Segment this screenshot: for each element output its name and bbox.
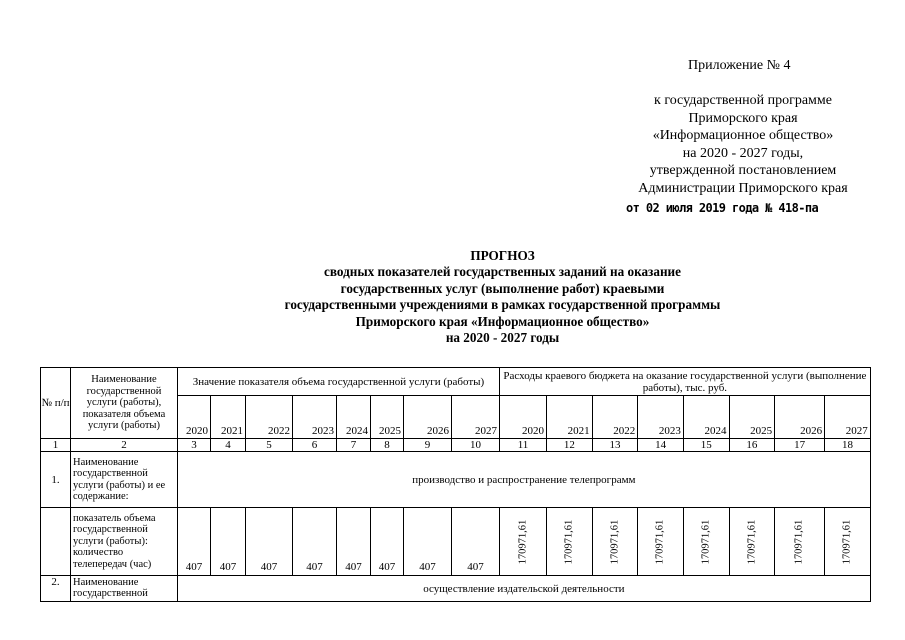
approval-block (600, 92, 886, 198)
expense-cell (683, 508, 729, 576)
column-number: 10 (452, 439, 500, 452)
year-volume: 2021 (211, 396, 246, 439)
header-num: № п/п (41, 368, 71, 439)
year-volume: 2027 (452, 396, 500, 439)
year-expense: 2023 (638, 396, 684, 439)
volume-value: 407 (211, 508, 246, 576)
resolution-stamp: от 02 июля 2019 года № 418-па (626, 201, 819, 215)
column-number: 9 (404, 439, 452, 452)
column-number: 3 (178, 439, 211, 452)
title-line: ПРОГНОЗ (470, 248, 535, 263)
column-number: 8 (371, 439, 404, 452)
expense-value: 170971,61 (563, 519, 575, 565)
service-content: производство и распространение телепрограмм (178, 452, 871, 508)
row-label: Наименование государственной услуги (работы) и ее содержание: (71, 452, 178, 508)
column-number: 2 (71, 439, 178, 452)
column-number: 17 (775, 439, 825, 452)
header-volume-group: Значение показателя объема государственной услуги (работы) (178, 368, 500, 396)
volume-value: 407 (337, 508, 371, 576)
title-line: сводных показателей государственных заданий на оказание (323, 264, 682, 280)
volume-value: 407 (293, 508, 337, 576)
column-number: 15 (683, 439, 729, 452)
column-number: 18 (825, 439, 871, 452)
expense-value: 170971,61 (745, 519, 757, 565)
volume-value: 407 (452, 508, 500, 576)
year-expense: 2022 (592, 396, 638, 439)
expense-value: 170971,61 (517, 519, 528, 565)
document-title (150, 248, 855, 346)
title-line: Приморского края «Информационное общество» (355, 313, 650, 329)
row-label: показатель объема государственной услуги (работы): количество телепередач (час) (71, 508, 178, 576)
column-number: 11 (500, 439, 547, 452)
column-number: 1 (41, 439, 71, 452)
expense-cell (638, 508, 684, 576)
title-line: на 2020 - 2027 годы (445, 330, 560, 346)
year-volume: 2023 (293, 396, 337, 439)
service-content: осуществление издательской деятельности (178, 576, 871, 602)
year-expense: 2025 (729, 396, 775, 439)
column-number: 13 (592, 439, 638, 452)
expense-value: 170971,61 (654, 519, 666, 565)
column-number: 7 (337, 439, 371, 452)
expense-cell (729, 508, 775, 576)
column-number: 5 (246, 439, 293, 452)
expense-cell (825, 508, 871, 576)
expense-cell (775, 508, 825, 576)
expense-value: 170971,61 (700, 519, 712, 565)
year-expense: 2020 (500, 396, 547, 439)
column-number: 12 (547, 439, 593, 452)
year-expense: 2024 (683, 396, 729, 439)
approval-line: к государственной программе (654, 93, 832, 108)
title-line: государственными учреждениями в рамках государственной программы (284, 297, 721, 313)
year-volume: 2024 (337, 396, 371, 439)
expense-value: 170971,61 (793, 519, 805, 565)
column-number: 6 (293, 439, 337, 452)
approval-line: «Информационное общество» (652, 128, 834, 144)
volume-value: 407 (246, 508, 293, 576)
expense-value: 170971,61 (841, 519, 853, 565)
volume-value: 407 (371, 508, 404, 576)
expense-cell (592, 508, 638, 576)
year-volume: 2020 (178, 396, 211, 439)
title-line: государственных услуг (выполнение работ) краевыми (340, 280, 665, 296)
approval-line: утвержденной постановлением (649, 163, 837, 179)
header-expense-group: Расходы краевого бюджета на оказание государственной услуги (выполнение работы), тыс. руб. (500, 368, 871, 396)
approval-line: Приморского края (688, 110, 798, 126)
row-number: 2. (41, 576, 71, 602)
approval-line: Администрации Приморского края (638, 180, 848, 196)
forecast-table (40, 367, 871, 602)
row-number: 1. (41, 452, 71, 508)
header-name: Наименование государственной услуги (работы), показателя объема услуги (работы) (71, 368, 178, 439)
year-volume: 2026 (404, 396, 452, 439)
volume-value: 407 (404, 508, 452, 576)
column-number: 16 (729, 439, 775, 452)
approval-line: на 2020 - 2027 годы, (682, 145, 804, 161)
volume-value: 407 (178, 508, 211, 576)
row-number (41, 508, 71, 576)
row-label: Наименование государственной (71, 576, 178, 602)
column-number: 14 (638, 439, 684, 452)
year-expense: 2027 (825, 396, 871, 439)
expense-cell (547, 508, 593, 576)
year-expense: 2026 (775, 396, 825, 439)
year-expense: 2021 (547, 396, 593, 439)
year-volume: 2022 (246, 396, 293, 439)
expense-cell (500, 508, 547, 576)
year-volume: 2025 (371, 396, 404, 439)
appendix-number: Приложение № 4 (688, 58, 791, 73)
column-number: 4 (211, 439, 246, 452)
expense-value: 170971,61 (608, 519, 620, 565)
